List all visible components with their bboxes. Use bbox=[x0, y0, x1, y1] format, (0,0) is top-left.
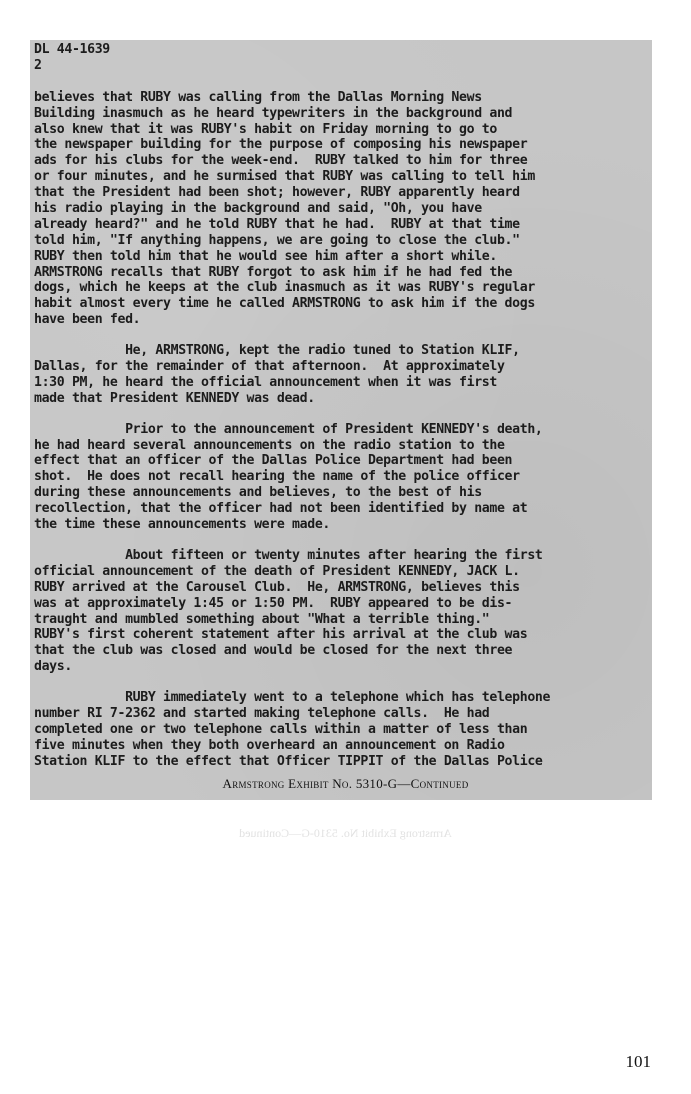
text-line: days. bbox=[34, 659, 72, 675]
text-line: already heard?" and he told RUBY that he had. RUBY at that time bbox=[34, 216, 520, 232]
text-line: the time these announcements were made. bbox=[34, 517, 330, 533]
text-line: made that President KENNEDY was dead. bbox=[34, 390, 315, 406]
text-line: RUBY's first coherent statement after his arrival at the club was bbox=[34, 627, 528, 643]
text-line: Building inasmuch as he heard typewriters in the background and bbox=[34, 105, 513, 121]
text-line: his radio playing in the background and said, "Oh, you have bbox=[34, 201, 482, 217]
text-line: believes that RUBY was calling from the Dallas Morning News bbox=[34, 89, 482, 105]
text-line: He, ARMSTRONG, kept the radio tuned to Station KLIF, bbox=[34, 343, 520, 359]
text-line: shot. He does not recall hearing the name of the police officer bbox=[34, 469, 520, 485]
bleed-through-caption: Armstrong Exhibit No. 5310-G—Continued bbox=[239, 826, 452, 840]
page-reference: 2 bbox=[34, 57, 42, 73]
paragraph-4 bbox=[34, 548, 650, 675]
text-line: completed one or two telephone calls within a matter of less than bbox=[34, 721, 528, 737]
text-line: RUBY then told him that he would see him after a short while. bbox=[34, 248, 497, 264]
text-line: told him, "If anything happens, we are going to close the club." bbox=[34, 232, 520, 248]
paragraph-2 bbox=[34, 343, 650, 407]
text-line: traught and mumbled something about "What a terrible thing." bbox=[34, 611, 490, 627]
exhibit-caption-text: Armstrong Exhibit No. 5310-G—Continued bbox=[222, 776, 469, 791]
text-line: the newspaper building for the purpose of composing his newspaper bbox=[34, 137, 528, 153]
text-line: ARMSTRONG recalls that RUBY forgot to ask him if he had fed the bbox=[34, 264, 513, 280]
file-number: DL 44-1639 bbox=[34, 42, 110, 57]
paragraph-1 bbox=[34, 90, 650, 328]
text-line: that the President had been shot; however, RUBY apparently heard bbox=[34, 185, 520, 201]
text-line: About fifteen or twenty minutes after hearing the first bbox=[34, 547, 543, 563]
text-line: RUBY arrived at the Carousel Club. He, ARMSTRONG, believes this bbox=[34, 579, 520, 595]
text-line: recollection, that the officer had not been identified by name at bbox=[34, 501, 528, 517]
text-line: that the club was closed and would be closed for the next three bbox=[34, 643, 513, 659]
text-line: he had heard several announcements on the radio station to the bbox=[34, 437, 505, 453]
paragraph-3 bbox=[34, 422, 650, 533]
text-line: five minutes when they both overheard an announcement on Radio bbox=[34, 737, 505, 753]
text-line: Station KLIF to the effect that Officer TIPPIT of the Dallas Police bbox=[34, 753, 543, 769]
text-line: 1:30 PM, he heard the official announcement when it was first bbox=[34, 374, 497, 390]
page-number: 101 bbox=[625, 1052, 651, 1071]
text-line: ads for his clubs for the week-end. RUBY talked to him for three bbox=[34, 153, 528, 169]
text-line: also knew that it was RUBY's habit on Friday morning to go to bbox=[34, 121, 497, 137]
text-line: official announcement of the death of President KENNEDY, JACK L. bbox=[34, 563, 520, 579]
text-line: RUBY immediately went to a telephone which has telephone bbox=[34, 690, 551, 706]
text-line: during these announcements and believes, to the best of his bbox=[34, 485, 482, 501]
text-line: have been fed. bbox=[34, 312, 141, 328]
text-line: Dallas, for the remainder of that afternoon. At approximately bbox=[34, 359, 505, 375]
text-line: was at approximately 1:45 or 1:50 PM. RUBY appeared to be dis- bbox=[34, 595, 513, 611]
text-line: Prior to the announcement of President KENNEDY's death, bbox=[34, 421, 543, 437]
paragraph-5 bbox=[34, 690, 650, 769]
document-header bbox=[34, 42, 650, 74]
text-line: or four minutes, and he surmised that RUBY was calling to tell him bbox=[34, 169, 535, 185]
exhibit-caption bbox=[0, 776, 691, 792]
text-line: number RI 7-2362 and started making telephone calls. He had bbox=[34, 705, 490, 721]
text-line: habit almost every time he called ARMSTRONG to ask him if the dogs bbox=[34, 296, 535, 312]
text-line: effect that an officer of the Dallas Police Department had been bbox=[34, 453, 513, 469]
text-line: dogs, which he keeps at the club inasmuch as it was RUBY's regular bbox=[34, 280, 535, 296]
typed-document bbox=[34, 42, 650, 785]
